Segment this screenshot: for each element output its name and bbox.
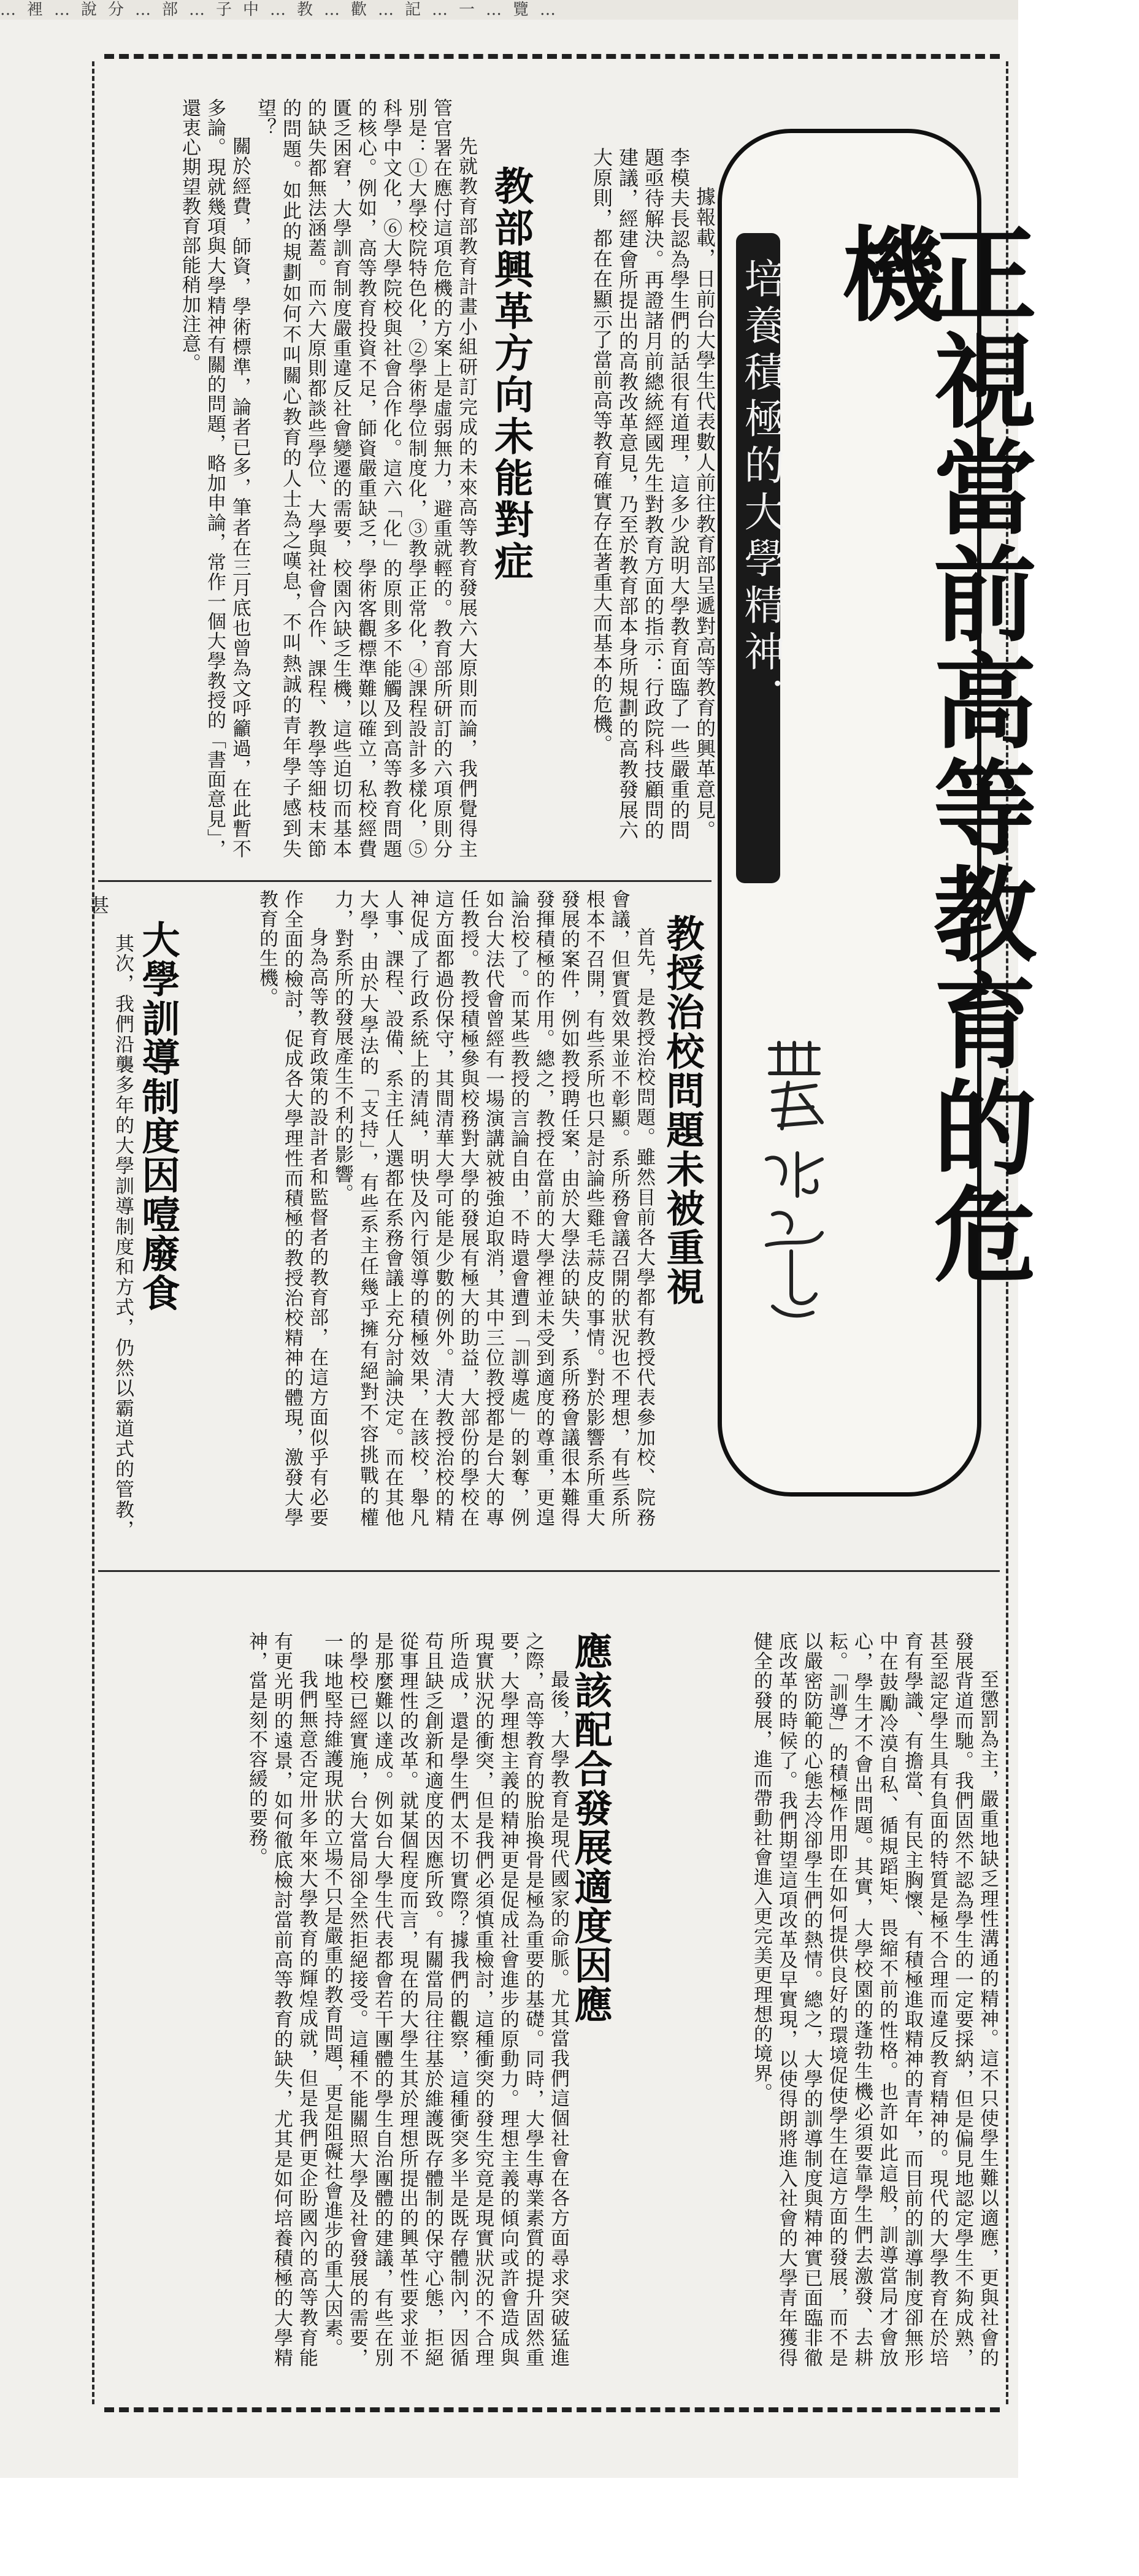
section1-body xyxy=(98,98,478,859)
section2-heading: 教授治校問題未被重視 xyxy=(660,914,705,1306)
top-dashed-rule xyxy=(104,54,1000,59)
bottom-dashed-rule xyxy=(104,2407,1000,2412)
section1-paragraph: 關於經費，師資，學術標準，論者已多，筆者在三月底也曾為文呼籲過，在此暫不多論。現就幾項與大學精神有關的問題，略加申論，常作一個大學教授的「書面意見」，還衷心期望教育部能稍加注意。 xyxy=(178,98,251,859)
section1-paragraph: 先就教育部教育計畫小組研訂完成的未來高等教育發展六大原則而論，我們覺得主管官署在應付這項危機的方案上是虛弱無力，避重就輕的。教育部所研訂的六項原則分別是：①大學校院特色化，②學術學位制度化，③教學正常化，④課程設計多樣化，⑤科學中文化，⑥大學院校與社會合作化。這六「化」的原則多不能觸及到高等教育問題的核心。例如，高等教育投資不足，師資嚴重缺乏，學術客觀標準難以確立，私校經費匱乏困窘，大學訓育制度嚴重違反社會變遷的需要，校園內缺乏生機，這些迫切而基本的缺失都無法涵蓋。而六大原則都談些學位、大學與社會合作、課程、教學等細枝末節的問題。如此的規劃如何不叫關心教育的人士為之嘆息，不叫熱誠的青年學子感到失望？ xyxy=(254,98,477,859)
section3-heading: 大學訓導制度因噎廢食 xyxy=(136,920,180,1313)
section4-paragraph: 我們無意否定卅多年來大學教育的輝煌成就，但是我們更企盼國內的高等教育能有更光明的遠景，如何徹底檢討當前高等教育的缺失，尤其是如何培養積極的大學精神，當是刻不容緩的要務。 xyxy=(245,1631,318,2367)
author-signature xyxy=(754,1037,834,1331)
section2-body xyxy=(202,889,656,1527)
section-divider-upper xyxy=(98,880,711,882)
section-divider-lower xyxy=(98,1570,1000,1572)
lede-paragraph: 據報載，日前台大學生代表數人前往教育部呈遞對高等教育的興革意見。李模夫長認為學生們的話很有道理，這多少說明大學教育面臨了一些嚴重的問題亟待解決。再證諸月前總統經國先生對教育方面的指示：行政院科技顧問的建議，經建會所提出的高教改革意見，乃至於教育部本身所規劃的高教發展六大原則，都在在顯示了當前高等教育確實存在著重大而基本的危機。 xyxy=(590,147,716,840)
article-subtitle xyxy=(737,258,784,859)
section2-paragraph: 首先，是教授治校問題。雖然目前各大學都有教授代表參加校、院務會議，但實質效果並不彰顯。系所務會議召開的狀況也不理想，有些系所根本不召開，有些系所也只是討論些雞毛蒜皮的事情。對於影響系所重大發展的案件，例如教授聘任案，由於大學法的缺失，系所務會議很本難得發揮積極的作用。總之，教授在當前的大學裡並未受到適度的尊重，更遑論治校了。而某些教授的言論自由，不時還會遭到「訓導處」的剝奪，例如台大法代會曾經有一場演講就被強迫取消，其中三位教授都是台大的專任教授。教授積極參與校務對大學的發展有極大的助益，大部份的學校在這方面都過份保守，其間清華大學可能是少數的例外。清大教授治校的精神促成了行政系統上的清純，明快及內行領導的積極效果，在該校，舉凡人事、課程、設備、系主任人選都在系務會議上充分討論決定。而在其他大學，由於大學法的「支持」，有些系主任幾乎擁有絕對不容挑戰的權力，對系所的發展產生不利的影響。 xyxy=(331,889,655,1527)
section3-paragraph: 其次，我們沿襲多年的大學訓導制度和方式，仍然以霸道式的管教，甚 xyxy=(86,895,134,1539)
article-lede xyxy=(564,147,718,840)
section1-heading: 教部興革方向未能對症 xyxy=(488,166,533,583)
subtitle-separator: ． xyxy=(737,677,784,724)
subtitle-text: 培養積極的大學精神 xyxy=(737,258,784,677)
top-header-strip: …裡…說分…部…子中…教…歡…記…一…覽… xyxy=(0,0,1018,20)
section4-heading: 應該配合發展適度因應 xyxy=(568,1631,613,2024)
continuation-body xyxy=(693,1631,1000,2367)
section4-paragraph: 最後，大學教育是現代國家的命脈。尤其當我們這個社會在各方面尋求突破猛進之際，高等教育的脫胎換骨是極為重要的基礎。同時，大學生專業素質的提升固然重要，大學理想主義的精神更是促成社會進步的原動力。理想主義的傾向或許會造成與現實狀況的衝突，但是我們必須慎重檢討，這種衝突的發生究竟是現實狀況的不合理所造成，還是學生們太不切實際？據我們的觀察，這種衝突多半是既存體制內，因循苟且缺乏創新和適度的因應所致。有關當局往往基於維護既存體制的保守心態，拒絕從事理性的改革。就某個程度而言，現在的大學生其於理想所提出的興革性要求並不是那麼難以達成。例如台大學生代表都會若干團體的學生自治團體的建議，有些在別的學校已經實施，台大當局卻全然拒絕接受。這種不能關照大學及社會發展的需要，一味地堅持維護現狀的立場不只是嚴重的教育問題，更是阻礙社會進步的重大因素。 xyxy=(321,1631,569,2367)
section2-paragraph: 身為高等教育政策的設計者和監督者的教育部，在這方面似乎有必要作全面的檢討，促成各大學理性而積極的教授治校精神的體現，激發大學教育的生機。 xyxy=(256,889,328,1527)
section3-body xyxy=(86,895,135,1539)
article-title: 正視當前高等教育的危機 xyxy=(824,221,1037,1288)
continuation-paragraph: 至懲罰為主，嚴重地缺乏理性溝通的精神。這不只使學生難以適應，更與社會的發展背道而馳。我們固然不認為學生的一定要採納，但是偏見地認定學生不夠成熟，甚至認定學生具有負面的特質是極不合理而違反教育精神的。現代的大學教育在於培育有學識、有擔當、有民主胸懷、有積極進取精神的青年，而目前的訓導制度卻無形中在鼓勵冷漠自私、循規蹈矩、畏縮不前的性格。也許如此這般，訓導當局才會放心，學生才不會出問題。其實，大學校園的蓬勃生機必須要靠學生們去激發、去耕耘。「訓導」的積極作用即在如何提供良好的環境促使學生在這方面的發展，而不是以嚴密防範的心態去冷卻學生們的熱情。總之，大學的訓導制度與精神實已面臨非徹底改革的時候了。我們期望這項改革及早實現，以使得朗將進入社會的大學青年獲得健全的發展，進而帶動社會進入更完美更理想的境界。 xyxy=(750,1631,999,2367)
section4-body xyxy=(104,1631,570,2367)
